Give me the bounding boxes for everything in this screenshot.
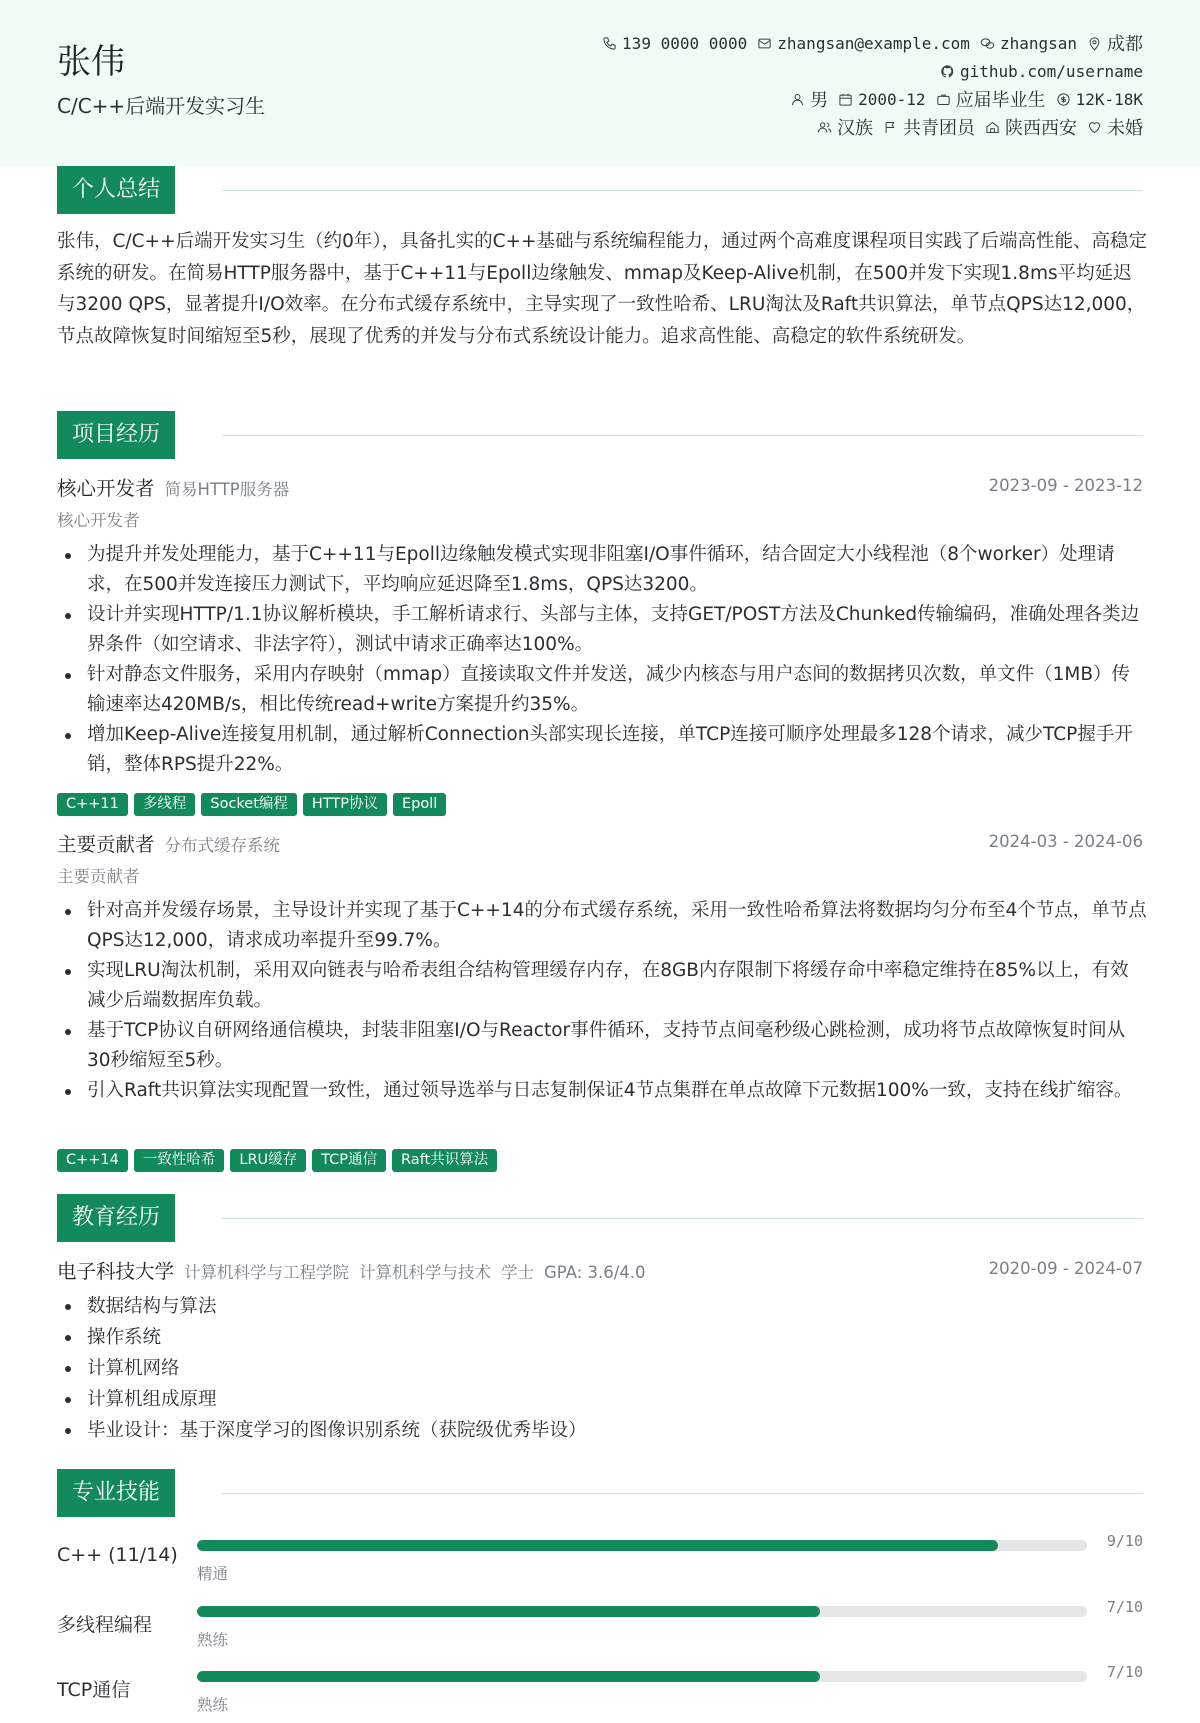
- status-item: [936, 86, 1046, 112]
- tag: TCP通信: [312, 1149, 386, 1172]
- gender-item: [790, 86, 828, 112]
- politics-item: [883, 114, 975, 140]
- contact-phone[interactable]: [602, 34, 747, 53]
- list-item: 基于TCP协议自研网络通信模块，封装非阻塞I/O与Reactor事件循环，支持节点间毫秒级心跳检测，成功将节点故障恢复时间从30秒缩短至5秒。: [57, 1016, 1147, 1076]
- wechat-text: zhangsan: [999, 33, 1077, 53]
- skill-row: [57, 1598, 1143, 1658]
- money-icon: [1056, 92, 1071, 107]
- project-role: 核心开发者: [57, 511, 140, 530]
- skill-bar-fill: [197, 1606, 820, 1617]
- wechat-icon: [980, 36, 995, 51]
- politics-text: 共青团员: [903, 118, 975, 139]
- tag: LRU缓存: [230, 1149, 306, 1172]
- skill-name: TCP通信: [57, 1679, 131, 1701]
- section-summary: [57, 166, 1143, 214]
- list-item: 操作系统: [57, 1322, 1147, 1353]
- education-items: [57, 1291, 1147, 1446]
- project-title: 核心开发者: [57, 477, 155, 500]
- skill-level: 熟练: [197, 1631, 229, 1649]
- skill-bar-fill: [197, 1540, 998, 1551]
- section-skills: [57, 1469, 1143, 1517]
- list-item: 计算机网络: [57, 1353, 1147, 1384]
- github-text: github.com/username: [959, 61, 1143, 81]
- skill-row: [57, 1663, 1143, 1723]
- project-bullets: [57, 540, 1147, 780]
- project-date: 2024-03 - 2024-06: [988, 832, 1143, 851]
- list-item: 数据结构与算法: [57, 1291, 1147, 1322]
- birth-item: [838, 90, 925, 109]
- project-header: [57, 473, 1143, 501]
- marital-item: [1087, 114, 1143, 140]
- skill-row: [57, 1532, 1143, 1592]
- contact-github[interactable]: [940, 62, 1143, 81]
- hometown-item: [985, 114, 1077, 140]
- skill-score: 7/10: [1106, 1598, 1143, 1616]
- phone-icon: [602, 36, 617, 51]
- list-item: 增加Keep-Alive连接复用机制，通过解析Connection头部实现长连接，单TCP连接可顺序处理最多128个请求，减少TCP握手开销，整体RPS提升22%。: [57, 720, 1147, 780]
- calendar-icon: [838, 92, 853, 107]
- candidate-role: C/C++后端开发实习生: [57, 94, 266, 118]
- tag: HTTP协议: [303, 793, 387, 816]
- education-date: 2020-09 - 2024-07: [988, 1259, 1143, 1278]
- marital-text: 未婚: [1107, 118, 1143, 139]
- status-text: 应届毕业生: [955, 90, 1046, 111]
- github-icon: [940, 64, 955, 79]
- project-name: 简易HTTP服务器: [164, 480, 290, 499]
- college-name: 计算机科学与工程学院: [184, 1263, 350, 1282]
- phone-text: 139 0000 0000: [622, 33, 748, 53]
- skill-bar-fill: [197, 1671, 820, 1682]
- skill-level: 精通: [197, 1565, 229, 1583]
- skill-score: 7/10: [1106, 1663, 1143, 1681]
- project-title: 主要贡献者: [57, 833, 155, 856]
- skill-score: 9/10: [1106, 1532, 1143, 1550]
- contact-email[interactable]: [757, 34, 970, 53]
- tag: 多线程: [134, 793, 196, 816]
- section-title-projects: 项目经历: [57, 411, 175, 459]
- email-text: zhangsan@example.com: [777, 33, 970, 53]
- project-date: 2023-09 - 2023-12: [988, 476, 1143, 495]
- list-item: 引入Raft共识算法实现配置一致性，通过领导选举与日志复制保证4节点集群在单点故障下元数据100%一致，支持在线扩缩容。: [57, 1076, 1147, 1106]
- tag: C++14: [57, 1149, 128, 1172]
- list-item: 实现LRU淘汰机制，采用双向链表与哈希表组合结构管理缓存内存，在8GB内存限制下将缓存命中率稳定维持在85%以上，有效减少后端数据库负载。: [57, 956, 1147, 1016]
- section-title-summary: 个人总结: [57, 166, 175, 214]
- salary-text: 12K-18K: [1075, 89, 1143, 109]
- project-header: [57, 829, 1143, 857]
- skill-bar-track: [197, 1540, 1087, 1551]
- tag: 一致性哈希: [134, 1149, 225, 1172]
- ethnicity-text: 汉族: [837, 118, 873, 139]
- list-item: 针对高并发缓存场景，主导设计并实现了基于C++14的分布式缓存系统，采用一致性哈希算法将数据均匀分布至4个节点，单节点QPS达12,000，请求成功率提升至99.7%。: [57, 896, 1147, 956]
- location-icon: [1087, 36, 1102, 51]
- contact-city: [1087, 30, 1143, 56]
- flag-icon: [883, 120, 898, 135]
- gender-text: 男: [810, 90, 829, 111]
- contact-wechat[interactable]: [980, 34, 1077, 53]
- section-divider: [222, 190, 1143, 191]
- tag: Epoll: [393, 793, 446, 816]
- list-item: 设计并实现HTTP/1.1协议解析模块，手工解析请求行、头部与主体，支持GET/POST方法及Chunked传输编码，准确处理各类边界条件（如空请求、非法字符），测试中请求正确率达100%。: [57, 600, 1147, 660]
- section-divider: [222, 1218, 1143, 1219]
- project-bullets: [57, 896, 1147, 1106]
- tag: C++11: [57, 793, 128, 816]
- project-role: 主要贡献者: [57, 867, 140, 886]
- hometown-text: 陕西西安: [1005, 118, 1077, 139]
- education-header: [57, 1256, 1143, 1284]
- section-title-skills: 专业技能: [57, 1469, 175, 1517]
- section-projects: [57, 411, 1143, 459]
- resume-header: [0, 0, 1200, 166]
- city-text: 成都: [1107, 34, 1143, 55]
- list-item: 为提升并发处理能力，基于C++11与Epoll边缘触发模式实现非阻塞I/O事件循环，结合固定大小线程池（8个worker）处理请求，在500并发连接压力测试下，平均响应延迟降至1.8ms，QPS达3200。: [57, 540, 1147, 600]
- skill-bar-track: [197, 1671, 1087, 1682]
- project-name: 分布式缓存系统: [164, 836, 281, 855]
- section-title-education: 教育经历: [57, 1194, 175, 1242]
- tag: Raft共识算法: [392, 1149, 497, 1172]
- contact-info: [503, 29, 1143, 141]
- section-divider: [222, 1493, 1143, 1494]
- tag: Socket编程: [201, 793, 297, 816]
- candidate-name: 张伟: [57, 42, 125, 82]
- skill-bar-track: [197, 1606, 1087, 1617]
- salary-item: [1056, 90, 1143, 109]
- project-tags: [57, 1149, 497, 1172]
- school-name: 电子科技大学: [57, 1260, 175, 1283]
- skill-level: 熟练: [197, 1696, 229, 1714]
- degree: 学士: [501, 1263, 535, 1282]
- birth-text: 2000-12: [858, 89, 926, 109]
- list-item: 针对静态文件服务，采用内存映射（mmap）直接读取文件并发送，减少内核态与用户态间的数据拷贝次数，单文件（1MB）传输速率达420MB/s，相比传统read+write方案提升约35%。: [57, 660, 1147, 720]
- section-divider: [222, 435, 1143, 436]
- mail-icon: [757, 36, 772, 51]
- users-icon: [817, 120, 832, 135]
- ethnicity-item: [817, 114, 873, 140]
- home-icon: [985, 120, 1000, 135]
- briefcase-icon: [936, 92, 951, 107]
- skill-name: C++ (11/14): [57, 1544, 178, 1566]
- heart-icon: [1087, 120, 1102, 135]
- user-icon: [790, 92, 805, 107]
- summary-text: 张伟，C/C++后端开发实习生（约0年），具备扎实的C++基础与系统编程能力，通过两个高难度课程项目实践了后端高性能、高稳定系统的研发。在简易HTTP服务器中，基于C++11与Epoll边缘触发、mmap及Keep-Alive机制，在500并发下实现1.8ms平均延迟与3200 QPS，显著提升I/O效率。在分布式缓存系统中，主导实现了一致性哈希、LRU淘汰及Raft共识算法，单节点QPS达12,000，节点故障恢复时间缩短至5秒，展现了优秀的并发与分布式系统设计能力。追求高性能、高稳定的软件系统研发。: [57, 231, 1148, 347]
- list-item: 毕业设计：基于深度学习的图像识别系统（获院级优秀毕设）: [57, 1415, 1147, 1446]
- major-name: 计算机科学与技术: [359, 1263, 492, 1282]
- skill-name: 多线程编程: [57, 1614, 153, 1636]
- gpa: GPA: 3.6/4.0: [544, 1263, 646, 1282]
- project-tags: [57, 793, 446, 816]
- list-item: 计算机组成原理: [57, 1384, 1147, 1415]
- section-education: [57, 1194, 1143, 1242]
